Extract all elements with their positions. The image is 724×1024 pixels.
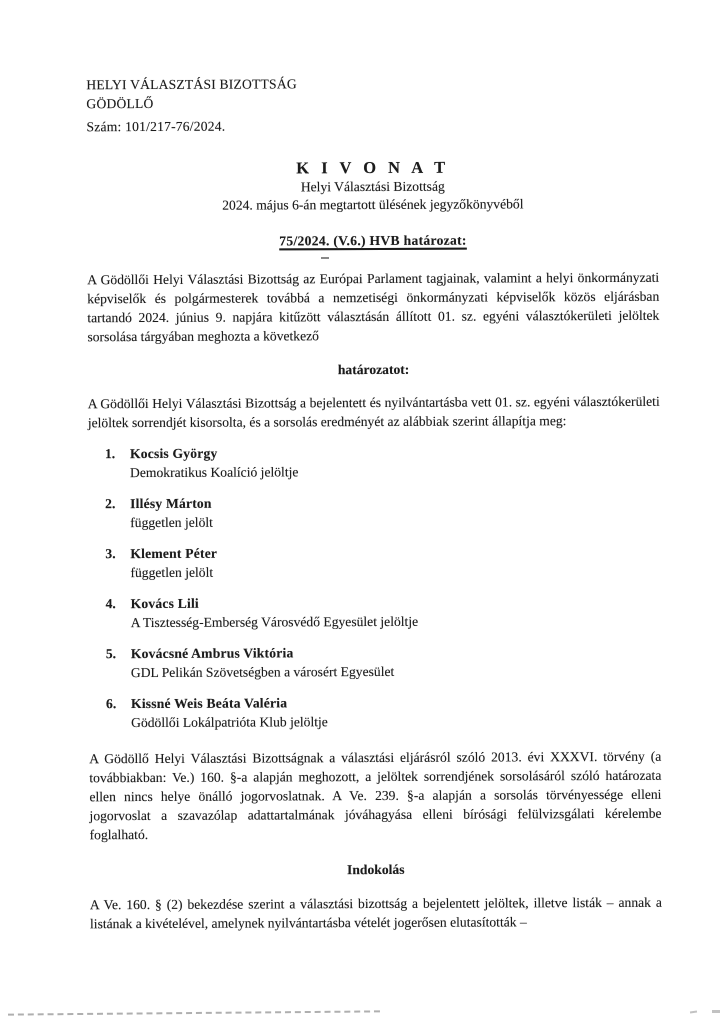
candidate-name: Illésy Márton	[130, 495, 212, 512]
issuing-org-name: HELYI VÁLASZTÁSI BIZOTTSÁG	[86, 76, 297, 93]
candidate-name: Kovács Lili	[130, 595, 199, 612]
title-subline-session: 2024. május 6-án megtartott ülésének jegyzőkönyvéből	[222, 196, 524, 213]
candidate-org: GDL Pelikán Szövetségben a városért Egyesület	[130, 663, 395, 680]
decision-word: határozatot:	[337, 361, 410, 378]
candidate-org: A Tisztesség-Emberség Városvédő Egyesület jelöltje	[130, 613, 419, 630]
list-item	[105, 443, 660, 482]
justification-heading: Indokolás	[347, 861, 405, 878]
candidate-name: Kovácsné Ambrus Viktória	[130, 645, 294, 662]
scan-artifact-mark	[690, 1011, 697, 1014]
candidate-name: Kissné Weis Beáta Valéria	[131, 695, 288, 712]
candidate-list	[88, 443, 661, 732]
candidate-name: Kocsis György	[129, 445, 218, 462]
list-item	[105, 543, 660, 582]
title-subline-committee: Helyi Választási Bizottság	[300, 178, 445, 195]
issuing-org-city: GÖDÖLLŐ	[86, 95, 154, 112]
scan-artifact-dash	[321, 257, 329, 259]
candidate-org: Demokratikus Koalíció jelöltje	[129, 463, 299, 480]
candidate-org: független jelölt	[130, 564, 214, 580]
justification-paragraph: A Ve. 160. § (2) bekezdése szerint a választási bizottság a bejelentett jelöltek, illetve listák – annak a listának a kivételével, amelynek nyilvántartásba vételét jogerősen elutasították –	[89, 894, 662, 932]
scan-artifact-mark	[712, 1010, 720, 1013]
document-content	[86, 0, 662, 933]
candidate-number: 6.	[106, 696, 117, 712]
candidate-org: független jelölt	[130, 514, 213, 530]
candidate-number: 4.	[105, 596, 116, 612]
list-item	[106, 643, 661, 682]
candidate-number: 5.	[105, 646, 117, 662]
title-block	[87, 157, 659, 215]
candidate-number: 3.	[105, 546, 116, 562]
document-header	[86, 73, 658, 136]
scan-artifact-dotted-line	[8, 1010, 380, 1018]
decision-paragraph: A Gödöllői Helyi Választási Bizottság a bejelentett és nyilvántartásba vett 01. sz. egyéni választókerületi jelöltek sorrendjét kisorsolta, és a sorsolás eredményét az alábbiak szerint állapítja meg:	[87, 393, 660, 431]
candidate-number: 2.	[105, 496, 116, 512]
document-title: K I V O N A T	[296, 157, 450, 178]
list-item	[106, 693, 661, 732]
candidate-name: Klement Péter	[130, 545, 218, 562]
intro-paragraph: A Gödöllői Helyi Választási Bizottság az Európai Parlament tagjainak, valamint a helyi önkormányzati képviselők és polgármesterek továbbá a nemzetiségi önkormányzati képviselők közös eljárásban tartandó 2024. június 9. napjára kitűzött választásán állított 01. sz. egyéni választókerületi jelöltek sorsolása tárgyában meghozta a következő	[87, 269, 660, 345]
legal-remedy-paragraph: A Gödöllő Helyi Választási Bizottságnak a választási eljárásról szóló 2013. évi XXXVI. törvény (a továbbiakban: Ve.) 160. §-a alapján meghozott, a jelöltek sorrendjének sorsolásáról szóló határozata ellen nincs helye önálló jogorvoslatnak. A Ve. 239. §-a alapján a sorsolás törvényessége elleni jogorvoslat a szavazólap adattartalmának jóváhagyása elleni bírósági felülvizsgálati kérelembe foglalható.	[89, 748, 662, 843]
decision-number-heading: 75/2024. (V.6.) HVB határozat:	[279, 232, 467, 249]
list-item	[105, 493, 660, 532]
list-item	[106, 593, 661, 632]
candidate-org: Gödöllői Lokálpatrióta Klub jelöltje	[131, 713, 328, 730]
candidate-number: 1.	[104, 446, 116, 462]
reference-number: Szám: 101/217-76/2024.	[86, 118, 226, 135]
